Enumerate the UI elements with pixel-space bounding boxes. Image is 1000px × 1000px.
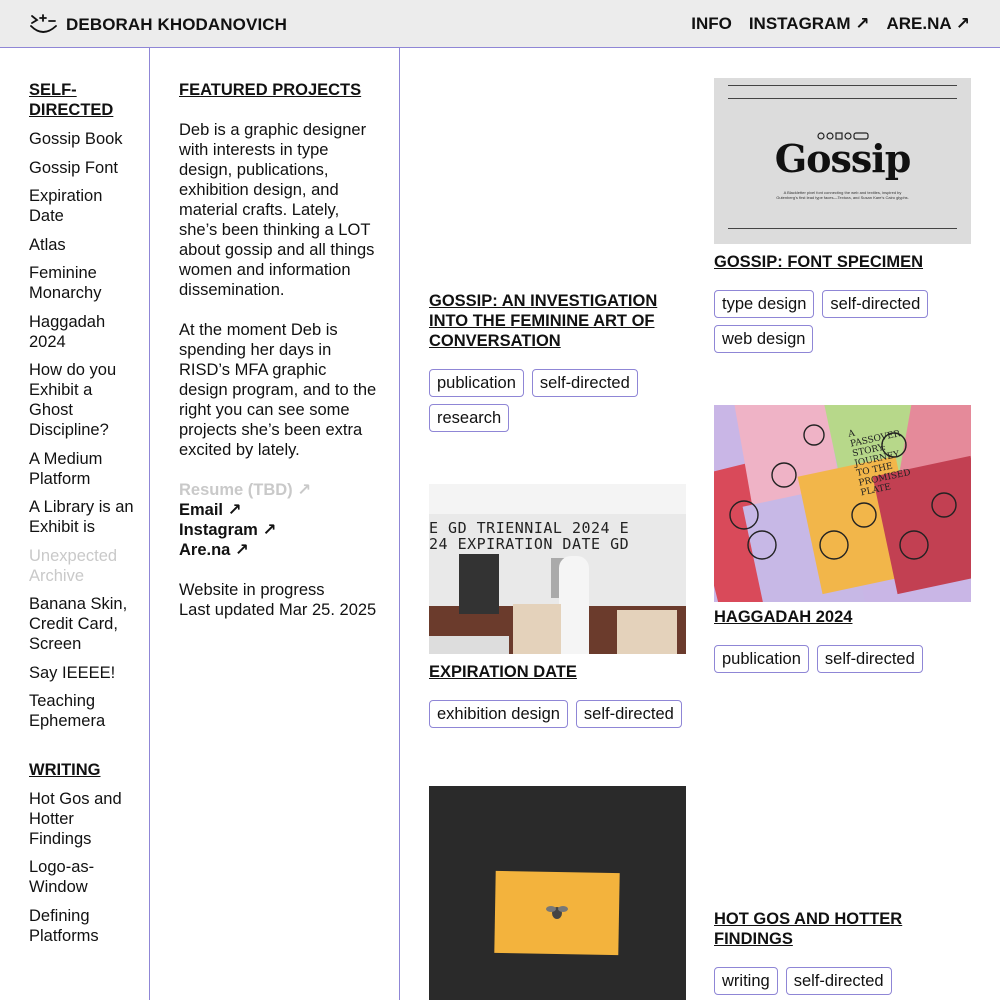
top-nav <box>691 14 970 34</box>
project-title[interactable]: GOSSIP: AN INVESTIGATION INTO THE FEMININE ART OF CONVERSATION <box>429 292 658 350</box>
column-divider <box>399 48 400 1000</box>
expiration-date-thumbnail[interactable] <box>429 484 686 654</box>
tag[interactable]: self-directed <box>532 369 638 397</box>
sidebar-heading-writing[interactable]: WRITING <box>29 760 101 779</box>
nav-info-link[interactable]: INFO <box>691 14 732 33</box>
pattern-overlay-icon <box>714 405 971 602</box>
sidebar-item-hot-gos[interactable]: Hot Gos and Hotter Findings <box>29 789 122 848</box>
tag[interactable]: self-directed <box>576 700 682 728</box>
exhibit-wall-text: 24 EXPIRATION DATE GD <box>429 535 630 553</box>
project-title[interactable]: HOT GOS AND HOTTER FINDINGS <box>714 910 903 948</box>
sidebar <box>29 80 139 954</box>
last-updated: Last updated Mar 25. 2025 <box>179 601 377 619</box>
site-title[interactable]: DEBORAH KHODANOVICH <box>66 15 288 34</box>
gossip-wordmark: Gossip <box>774 136 911 181</box>
sidebar-item-atlas[interactable]: Atlas <box>29 235 66 254</box>
project-title[interactable]: GOSSIP: FONT SPECIMEN <box>714 253 924 271</box>
tag[interactable]: publication <box>714 645 809 673</box>
email-link[interactable]: Email ↗ <box>179 501 242 519</box>
resume-link: Resume (TBD) ↗ <box>179 481 312 499</box>
tag[interactable]: type design <box>714 290 814 318</box>
tag-list <box>429 700 686 728</box>
sidebar-item-haggadah[interactable]: Haggadah 2024 <box>29 312 106 351</box>
sidebar-item-gossip-book[interactable]: Gossip Book <box>29 130 123 148</box>
sidebar-item-banana-skin[interactable]: Banana Skin, Credit Card, Screen <box>29 595 128 653</box>
intro-column <box>179 80 379 620</box>
smiley-logo-icon[interactable] <box>29 12 59 36</box>
tag[interactable]: self-directed <box>786 967 892 995</box>
nav-instagram-link[interactable]: INSTAGRAM ↗ <box>748 14 870 33</box>
sidebar-item-logo-as-window[interactable]: Logo-as-Window <box>29 858 95 896</box>
tag[interactable]: exhibition design <box>429 700 568 728</box>
contact-links <box>179 480 379 560</box>
tag[interactable]: writing <box>714 967 778 995</box>
sidebar-item-expiration-date[interactable]: Expiration Date <box>29 187 103 225</box>
exhibit-wall-text: E GD TRIENNIAL 2024 E <box>429 519 630 537</box>
sidebar-item-medium-platform[interactable]: A Medium Platform <box>29 449 103 488</box>
haggadah-thumbnail[interactable] <box>714 405 971 602</box>
sidebar-item-ghost-discipline[interactable]: How do you Exhibit a Ghost Discipline? <box>29 361 117 439</box>
gossip-font-thumbnail[interactable] <box>714 78 971 244</box>
sidebar-item-library-exhibit[interactable]: A Library is an Exhibit is <box>29 498 134 536</box>
sidebar-item-teaching-ephemera[interactable]: Teaching Ephemera <box>29 692 106 730</box>
project-card-expiration-date[interactable] <box>429 484 686 728</box>
tag-list <box>714 967 971 995</box>
tag[interactable]: self-directed <box>817 645 923 673</box>
project-title[interactable]: HAGGADAH 2024 <box>714 608 853 626</box>
project-card-gossip-font[interactable] <box>714 78 971 353</box>
tag-list <box>429 369 686 432</box>
specimen-caption: A Blackletter pixel font connecting the web and textiles, inspired by Gutenberg’s first lead type faces—Textura, and Susan Kare’s Cairo glyphs. <box>776 190 909 200</box>
project-thumbnail[interactable] <box>429 786 686 1000</box>
tag[interactable]: research <box>429 404 509 432</box>
sidebar-heading-self-directed[interactable]: SELF-DIRECTED <box>29 81 114 119</box>
bee-icon <box>545 902 569 922</box>
sidebar-item-say-ieeee[interactable]: Say IEEEE! <box>29 663 116 682</box>
tag-list <box>714 290 971 353</box>
progress-note: Website in progress <box>179 581 325 599</box>
nav-arena-link[interactable]: ARE.NA ↗ <box>886 14 970 33</box>
arena-link[interactable]: Are.na ↗ <box>179 541 249 559</box>
project-title[interactable]: EXPIRATION DATE <box>429 663 577 681</box>
sidebar-item-unexpected-archive: Unexpected Archive <box>29 546 118 585</box>
sidebar-item-feminine-monarchy[interactable]: Feminine Monarchy <box>29 264 102 302</box>
tag[interactable]: web design <box>714 325 813 353</box>
column-divider <box>149 48 150 1000</box>
intro-paragraph: Deb is a graphic designer with interests in type design, publications, exhibition design, and material crafts. Lately, she’s been thinking a LOT about gossip and all things women and information dissemination. <box>179 121 375 299</box>
project-card-hot-gos[interactable] <box>714 909 971 995</box>
instagram-link[interactable]: Instagram ↗ <box>179 521 277 539</box>
haggadah-cover-text: A PASSOVER STORY: JOURNEY TO THE PROMISED PLATE <box>847 428 912 499</box>
project-card-dark-thumbnail[interactable] <box>429 786 686 1000</box>
featured-projects-heading: FEATURED PROJECTS <box>179 81 362 99</box>
sidebar-item-gossip-font[interactable]: Gossip Font <box>29 158 118 177</box>
tag[interactable]: publication <box>429 369 524 397</box>
intro-paragraph: At the moment Deb is spending her days in RISD’s MFA graphic design program, and to the right you can see some projects she’s been extra excited by lately. <box>179 321 377 459</box>
project-card-haggadah[interactable] <box>714 405 971 673</box>
project-card-gossip-book[interactable] <box>429 291 686 432</box>
tag[interactable]: self-directed <box>822 290 928 318</box>
site-header <box>0 0 1000 48</box>
sidebar-item-defining-platforms[interactable]: Defining Platforms <box>29 906 99 945</box>
tag-list <box>714 645 971 673</box>
